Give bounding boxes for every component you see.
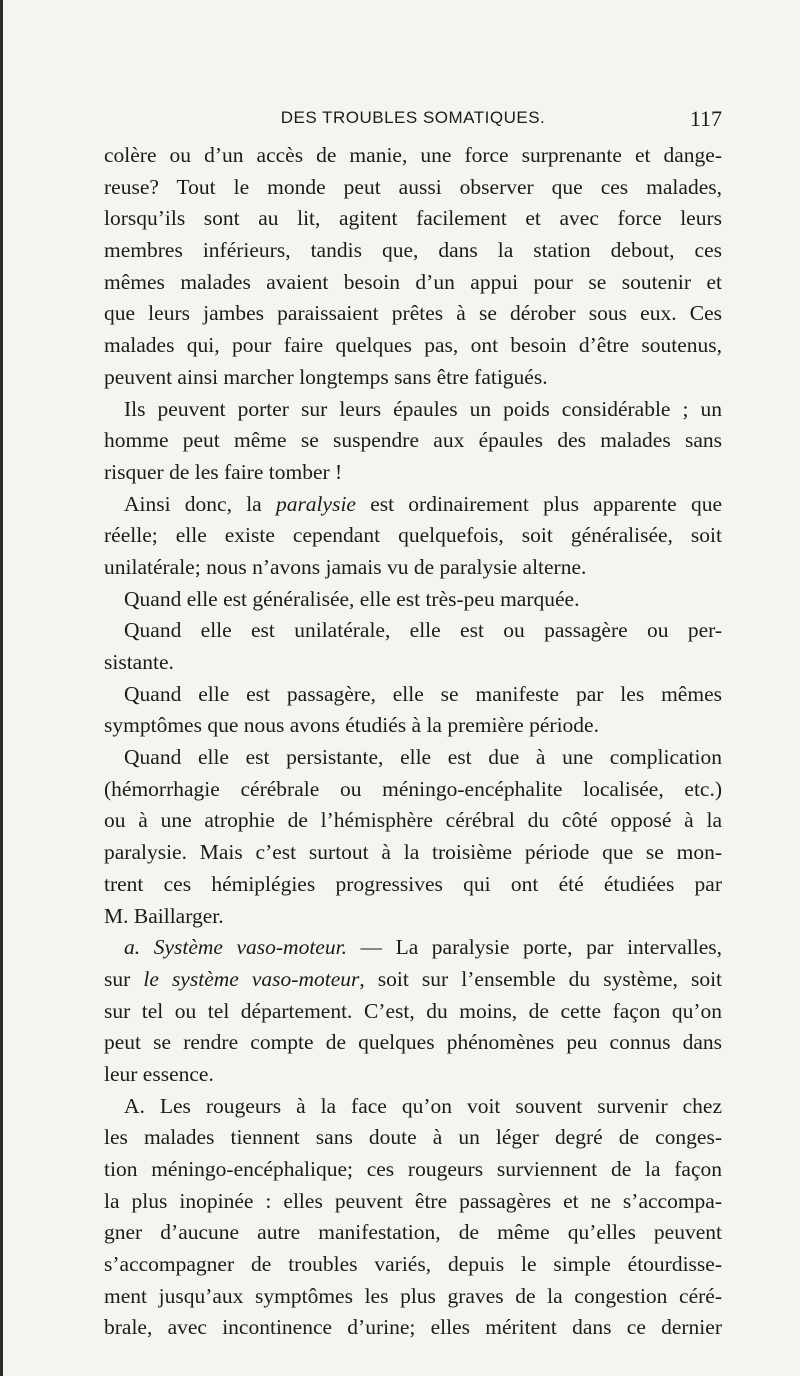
text-segment: s’accompagner de troubles variés, depuis le simple étourdisse-: [104, 1252, 722, 1277]
text-segment: Quand elle est passagère, elle se manifeste par les mêmes: [124, 681, 722, 706]
text-line: [104, 1027, 722, 1059]
text-segment: mêmes malades avaient besoin d’un appui pour se soutenir et: [104, 269, 722, 294]
text-line: [104, 1091, 722, 1123]
text-segment: A. Les rougeurs à la face qu’on voit souvent survenir chez: [124, 1093, 722, 1118]
text-line: [104, 964, 722, 996]
text-line: [104, 615, 722, 647]
text-line: [104, 425, 722, 457]
text-segment: tion méningo-encéphalique; ces rougeurs surviennent de la façon: [104, 1157, 722, 1181]
scan-edge: [0, 0, 3, 1376]
text-line: [104, 1154, 722, 1186]
italic-text: paralysie: [275, 491, 356, 516]
text-line: [104, 647, 722, 679]
text-segment: membres inférieurs, tandis que, dans la station debout, ces: [104, 238, 722, 263]
text-segment: les malades tiennent sans doute à un léger degré de conges-: [104, 1125, 722, 1150]
text-segment: Quand elle est persistante, elle est due à une complication: [124, 745, 722, 770]
text-segment: homme peut même se suspendre aux épaules des malades sans: [104, 428, 722, 453]
text-segment: la plus inopinée : elles peuvent être passagères et ne s’accompa-: [104, 1188, 722, 1213]
text-segment: Quand elle est généralisée, elle est très-peu marquée.: [124, 586, 580, 611]
text-line: [104, 362, 722, 394]
text-line: [104, 1122, 722, 1154]
text-line: [104, 1312, 722, 1344]
text-line: [104, 1217, 722, 1249]
text-segment: Ainsi donc, la: [124, 491, 276, 516]
text-segment: colère ou d’un accès de manie, une force surprenante et dange-: [104, 143, 722, 167]
text-line: [104, 996, 722, 1028]
text-segment: peuvent ainsi marcher longtemps sans être fatigués.: [104, 364, 548, 389]
text-line: [104, 520, 722, 552]
text-line: [104, 298, 722, 330]
text-segment: malades qui, pour faire quelques pas, ont besoin d’être soutenus,: [104, 333, 722, 358]
text-line: [104, 805, 722, 837]
text-segment: lorsqu’ils sont au lit, agitent facilement et avec force leurs: [104, 206, 722, 231]
italic-text: Système vaso-moteur.: [153, 935, 347, 960]
text-line: [104, 1186, 722, 1218]
text-line: [104, 932, 722, 964]
text-segment: symptômes que nous avons étudiés à la première période.: [104, 713, 599, 738]
text-line: [104, 394, 722, 426]
text-segment: gner d’aucune autre manifestation, de même qu’elles peuvent: [104, 1220, 722, 1245]
text-line: [104, 203, 722, 235]
text-line: [104, 330, 722, 362]
text-segment: — La paralysie porte, par intervalles,: [346, 935, 723, 960]
text-line: [104, 489, 722, 521]
text-segment: M. Baillarger.: [104, 903, 224, 928]
text-segment: est ordinairement plus apparente que: [355, 491, 722, 516]
text-line: [104, 742, 722, 774]
text-line: [104, 584, 722, 616]
text-segment: paralysie. Mais c’est surtout à la troisième période que se mon-: [104, 840, 722, 865]
text-segment: trent ces hémiplégies progressives qui ont été étudiées par: [104, 871, 722, 896]
italic-text: a.: [124, 935, 154, 960]
text-line: [104, 679, 722, 711]
text-segment: risquer de les faire tomber !: [104, 459, 343, 484]
text-line: [104, 1249, 722, 1281]
text-line: [104, 869, 722, 901]
text-segment: que leurs jambes paraissaient prêtes à se dérober sous eux. Ces: [104, 301, 722, 326]
text-segment: brale, avec incontinence d’urine; elles méritent dans ce dernier: [104, 1315, 722, 1340]
text-line: [104, 172, 722, 204]
text-segment: unilatérale; nous n’avons jamais vu de paralysie alterne.: [104, 554, 587, 579]
text-segment: , soit sur l’ensemble du système, soit: [359, 966, 723, 991]
text-line: [104, 552, 722, 584]
text-line: [104, 1059, 722, 1091]
text-line: [104, 710, 722, 742]
text-segment: reuse? Tout le monde peut aussi observer que ces malades,: [104, 174, 722, 199]
text-segment: leur essence.: [104, 1061, 214, 1086]
text-line: [104, 837, 722, 869]
text-segment: sistante.: [104, 650, 174, 674]
page-number: 117: [689, 106, 722, 131]
text-segment: sur tel ou tel département. C’est, du moins, de cette façon qu’on: [104, 998, 722, 1023]
text-segment: sur: [104, 966, 144, 991]
text-segment: Ils peuvent porter sur leurs épaules un poids considérable ; un: [124, 396, 722, 421]
text-line: [104, 1281, 722, 1313]
text-line: [104, 901, 722, 933]
text-line: [104, 774, 722, 806]
text-segment: peut se rendre compte de quelques phénomènes peu connus dans: [104, 1030, 722, 1055]
text-segment: ment jusqu’aux symptômes les plus graves de la congestion céré-: [104, 1283, 722, 1308]
running-title: DES TROUBLES SOMATIQUES.: [280, 108, 546, 127]
text-segment: (hémorrhagie cérébrale ou méningo-encéphalite localisée, etc.): [104, 776, 722, 801]
text-line: [104, 140, 722, 172]
italic-text: le système vaso-moteur: [143, 966, 360, 991]
text-line: [104, 235, 722, 267]
text-segment: réelle; elle existe cependant quelquefois, soit généralisée, soit: [104, 523, 722, 548]
text-segment: Quand elle est unilatérale, elle est ou passagère ou per-: [124, 618, 722, 643]
body-text: [104, 140, 722, 1344]
page-header: [104, 106, 722, 134]
text-segment: ou à une atrophie de l’hémisphère cérébral du côté opposé à la: [104, 808, 722, 833]
text-line: [104, 457, 722, 489]
text-line: [104, 267, 722, 299]
